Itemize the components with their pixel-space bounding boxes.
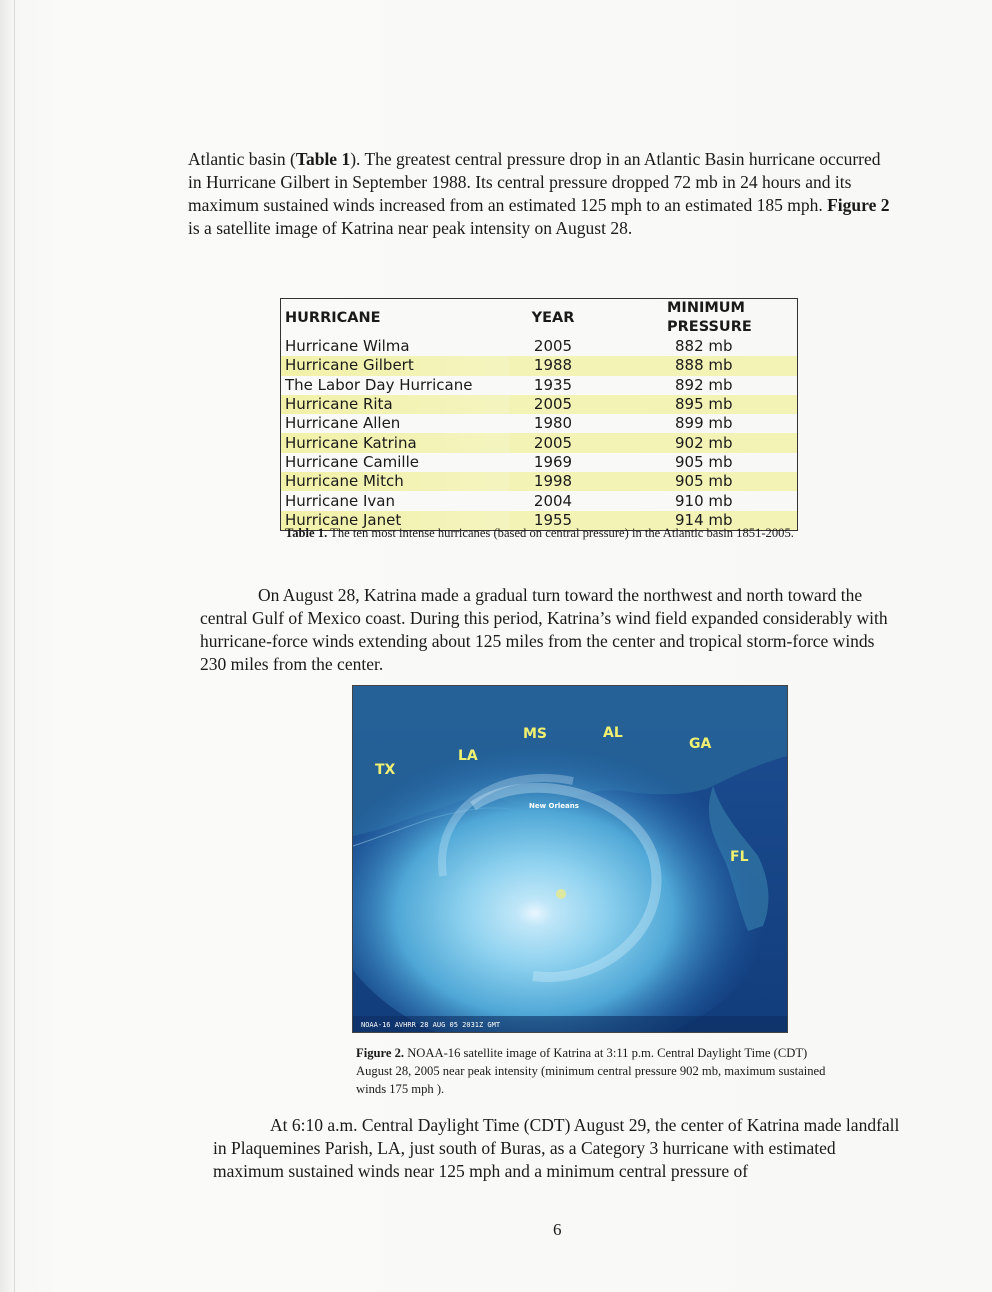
- hurricane-name: Hurricane Wilma: [285, 337, 410, 356]
- paragraph-text: Atlantic basin (: [188, 149, 296, 169]
- table-row: [281, 356, 798, 375]
- table-row: [281, 453, 798, 472]
- hurricane-name: Hurricane Katrina: [281, 433, 510, 452]
- hurricane-name: Hurricane Ivan: [285, 491, 395, 510]
- figure-caption: [356, 1044, 826, 1098]
- city-new-orleans: New Orleans: [529, 802, 579, 810]
- hurricane-year: 1935: [533, 375, 573, 394]
- header-hurricane: HURRICANE: [285, 309, 381, 326]
- hurricane-name: Hurricane Janet: [281, 511, 510, 531]
- intro-paragraph: [188, 148, 893, 240]
- hurricane-name: Hurricane Rita: [281, 395, 510, 414]
- page-number: 6: [553, 1220, 562, 1239]
- page-edge: [0, 0, 15, 1292]
- table-row: [281, 414, 798, 433]
- label-fl: FL: [730, 849, 749, 865]
- table-row: [281, 491, 798, 510]
- hurricane-pressure: 899 mb: [675, 414, 733, 433]
- hurricane-name: The Labor Day Hurricane: [285, 375, 473, 394]
- hurricane-pressure: 914 mb: [597, 511, 798, 531]
- hurricane-name: Hurricane Camille: [285, 452, 419, 471]
- hurricane-pressure-table: [280, 298, 798, 531]
- header-minimum-pressure: MINIMUM PRESSURE: [667, 300, 752, 335]
- hurricane-pressure: 892 mb: [675, 375, 733, 394]
- label-tx: TX: [375, 762, 396, 778]
- hurricane-pressure: 902 mb: [597, 433, 798, 452]
- table-row: [281, 395, 798, 414]
- table-row: [281, 337, 798, 356]
- hurricane-name: Hurricane Allen: [285, 414, 401, 433]
- figure-reference: Figure 2: [827, 195, 890, 215]
- table-caption: [285, 524, 805, 542]
- label-al: AL: [603, 725, 623, 741]
- body-paragraph: At 6:10 a.m. Central Daylight Time (CDT) August 29, the center of Katrina made landfall in Plaquemines Parish, LA, just south of Buras, as a Category 3 hurricane with estimated maximum sustained winds near 125 mph and a minimum central pressure of: [213, 1115, 900, 1181]
- hurricane-name: Hurricane Gilbert: [281, 356, 510, 375]
- caption-label: Table 1.: [285, 526, 328, 540]
- paragraph-text: ). The greatest central pressure drop in an Atlantic Basin hurricane occurred in Hurricane Gilbert in September 1988. Its central pressure dropped 72 mb in 24 hours and its maximum sustained winds increased from an estimated 125 mph to an estimated 185 mph.: [188, 149, 881, 215]
- label-la: LA: [458, 748, 478, 764]
- hurricane-year: 2004: [533, 491, 573, 510]
- table-row: [281, 376, 798, 395]
- body-paragraph: On August 28, Katrina made a gradual turn toward the northwest and north toward the central Gulf of Mexico coast. During this period, Katrina’s wind field expanded considerably with hurricane-force winds extending about 125 miles from the center and tropical storm-force winds 230 miles from the center.: [200, 585, 888, 674]
- hurricane-year: 1955: [509, 511, 597, 531]
- table-row: [281, 472, 798, 491]
- header-year: YEAR: [531, 309, 575, 326]
- label-ga: GA: [689, 736, 712, 752]
- hurricane-year: 1980: [533, 414, 573, 433]
- hurricane-year: 2005: [509, 395, 597, 414]
- hurricane-year: 1988: [509, 356, 597, 375]
- caption-label: Figure 2.: [356, 1046, 405, 1060]
- table-row: [281, 433, 798, 452]
- hurricane-year: 1998: [509, 472, 597, 491]
- caption-text: NOAA-16 satellite image of Katrina at 3:11 p.m. Central Daylight Time (CDT) August 28, 2005 near peak intensity (minimum central pressure 902 mb, maximum sustained winds 175 mph ).: [356, 1046, 826, 1096]
- hurricane-name: Hurricane Mitch: [281, 472, 510, 491]
- hurricane-pressure: 905 mb: [597, 472, 798, 491]
- hurricane-pressure: 910 mb: [675, 491, 733, 510]
- paragraph-text: is a satellite image of Katrina near peak intensity on August 28.: [188, 218, 633, 238]
- table-reference: Table 1: [295, 149, 351, 169]
- hurricane-year: 2005: [533, 337, 573, 356]
- hurricane-year: 1969: [533, 452, 573, 471]
- hurricane-pressure: 895 mb: [597, 395, 798, 414]
- hurricane-pressure: 882 mb: [675, 337, 733, 356]
- hurricane-eye: [556, 889, 566, 899]
- caption-text: The ten most intense hurricanes (based on central pressure) in the Atlantic basin 1851-2005.: [327, 526, 794, 540]
- table-header-row: [281, 299, 798, 338]
- hurricane-year: 2005: [509, 433, 597, 452]
- hurricane-pressure: 905 mb: [675, 452, 733, 471]
- image-timestamp: NOAA-16 AVHRR 28 AUG 05 2031Z GMT: [361, 1021, 501, 1029]
- label-ms: MS: [523, 726, 548, 742]
- satellite-image: [352, 685, 788, 1033]
- hurricane-pressure: 888 mb: [597, 356, 798, 375]
